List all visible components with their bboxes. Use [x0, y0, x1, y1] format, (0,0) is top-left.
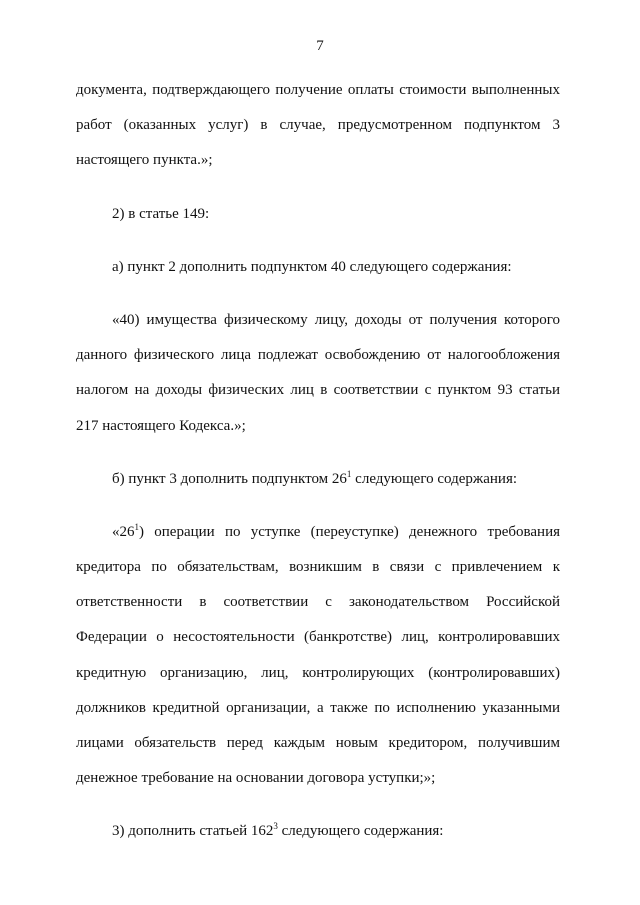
text-line-11-before: «26 [112, 523, 135, 540]
text-line-11 [76, 515, 560, 550]
text-line-5: а) пункт 2 дополнить подпунктом 40 следующего содержания: [112, 258, 512, 275]
superscript-2: 1 [134, 521, 139, 532]
text-line-17: лицами обязательств перед каждым новым кредитором, получившим [76, 735, 560, 751]
text-line-3: настоящего пункта.»; [76, 152, 213, 169]
text-line-19-before: 3) дополнить статьей 162 [112, 823, 274, 840]
superscript-3: 3 [273, 821, 278, 832]
text-line-15: кредитную организацию, лиц, контролирующих (контролировавших) [76, 664, 560, 681]
text-line-12: кредитора по обязательствам, возникшим в связи с привлечением к [76, 559, 560, 576]
text-line-2: работ (оказанных услуг) в случае, предусмотренном подпунктом 3 [76, 117, 560, 134]
document-body [76, 73, 560, 850]
text-line-10-after: следующего содержания: [351, 470, 518, 487]
text-line-16: должников кредитной организации, а также по исполнению указанными [76, 699, 560, 716]
text-line-13: ответственности в соответствии с законодательством Российской [76, 594, 560, 611]
text-line-6: «40) имущества физическому лицу, доходы от получения которого [112, 311, 560, 328]
text-line-19-after: следующего содержания: [277, 823, 444, 840]
text-line-8: налогом на доходы физических лиц в соответствии с пунктом 93 статьи [76, 382, 560, 399]
text-line-1: документа, подтверждающего получение оплаты стоимости выполненных [76, 82, 560, 98]
superscript-1: 1 [346, 468, 352, 479]
text-line-10 [76, 462, 560, 497]
text-line-11-after: ) операции по уступке (переуступке) денежного требования [139, 523, 560, 540]
text-line-9: 217 настоящего Кодекса.»; [76, 417, 246, 434]
page-number: 7 [316, 38, 324, 54]
text-line-10-before: б) пункт 3 дополнить подпунктом 26 [112, 470, 347, 487]
text-line-7: данного физического лица подлежат освобождению от налогообложения [76, 347, 560, 364]
text-line-19 [76, 814, 560, 849]
text-line-4: 2) в статье 149: [112, 205, 210, 222]
text-line-18: денежное требование на основании договора уступки;»; [76, 770, 436, 787]
text-line-14: Федерации о несостоятельности (банкротстве) лиц, контролировавших [76, 629, 560, 646]
